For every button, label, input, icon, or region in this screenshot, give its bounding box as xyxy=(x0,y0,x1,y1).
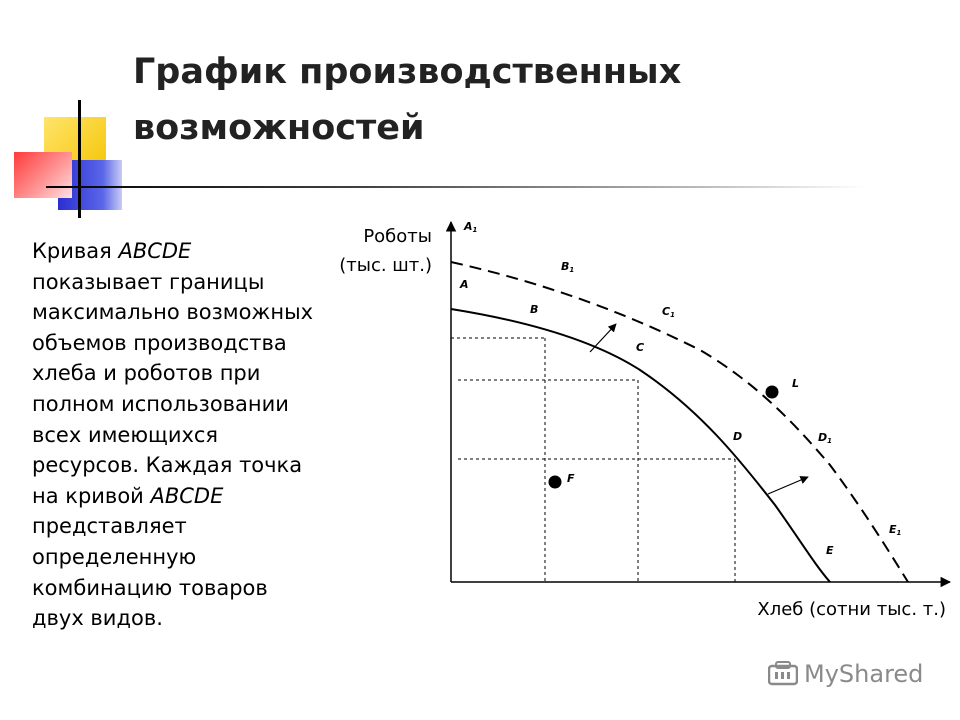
label-c1: C1 xyxy=(662,305,675,319)
label-b1: B1 xyxy=(561,260,575,274)
shift-arrow-upper xyxy=(590,324,616,352)
title-line-2: возможностей xyxy=(133,108,425,148)
desc-curve-name-1: ABCDE xyxy=(118,239,192,263)
label-c: C xyxy=(636,341,645,354)
title-line-1: График производственных xyxy=(133,52,682,92)
desc-part-3: представляет определенную комбинацию товаров двух видов. xyxy=(32,514,268,631)
desc-part-1: Кривая xyxy=(32,239,119,263)
watermark-icon xyxy=(768,661,798,687)
point-f xyxy=(549,476,562,489)
desc-curve-name-2: ABCDE xyxy=(150,483,224,508)
label-l: L xyxy=(792,377,800,390)
curve-a1-e1 xyxy=(451,262,908,582)
y-axis-label-line-2: (тыс. шт.) xyxy=(339,255,432,276)
desc-part-2: показывает границы максимально возможных объемов производства хлеба и роботов при полном использовании всех имеющихся ресурсов. Каждая точка на кривой xyxy=(32,269,314,508)
watermark-text: MyShared xyxy=(804,660,924,688)
label-a1: A1 xyxy=(464,220,478,234)
label-e: E xyxy=(826,544,834,557)
label-b: B xyxy=(530,303,539,316)
label-a: A xyxy=(460,278,469,291)
shift-arrow-lower xyxy=(768,477,808,494)
point-l xyxy=(766,386,779,399)
label-d1: D1 xyxy=(818,431,833,445)
label-d: D xyxy=(733,430,743,443)
label-e1: E1 xyxy=(889,523,902,537)
label-f: F xyxy=(567,472,575,485)
watermark-logo xyxy=(768,660,923,688)
y-axis-label-line-1: Роботы xyxy=(363,226,432,247)
x-axis-label: Хлеб (сотни тыс. т.) xyxy=(757,599,946,620)
